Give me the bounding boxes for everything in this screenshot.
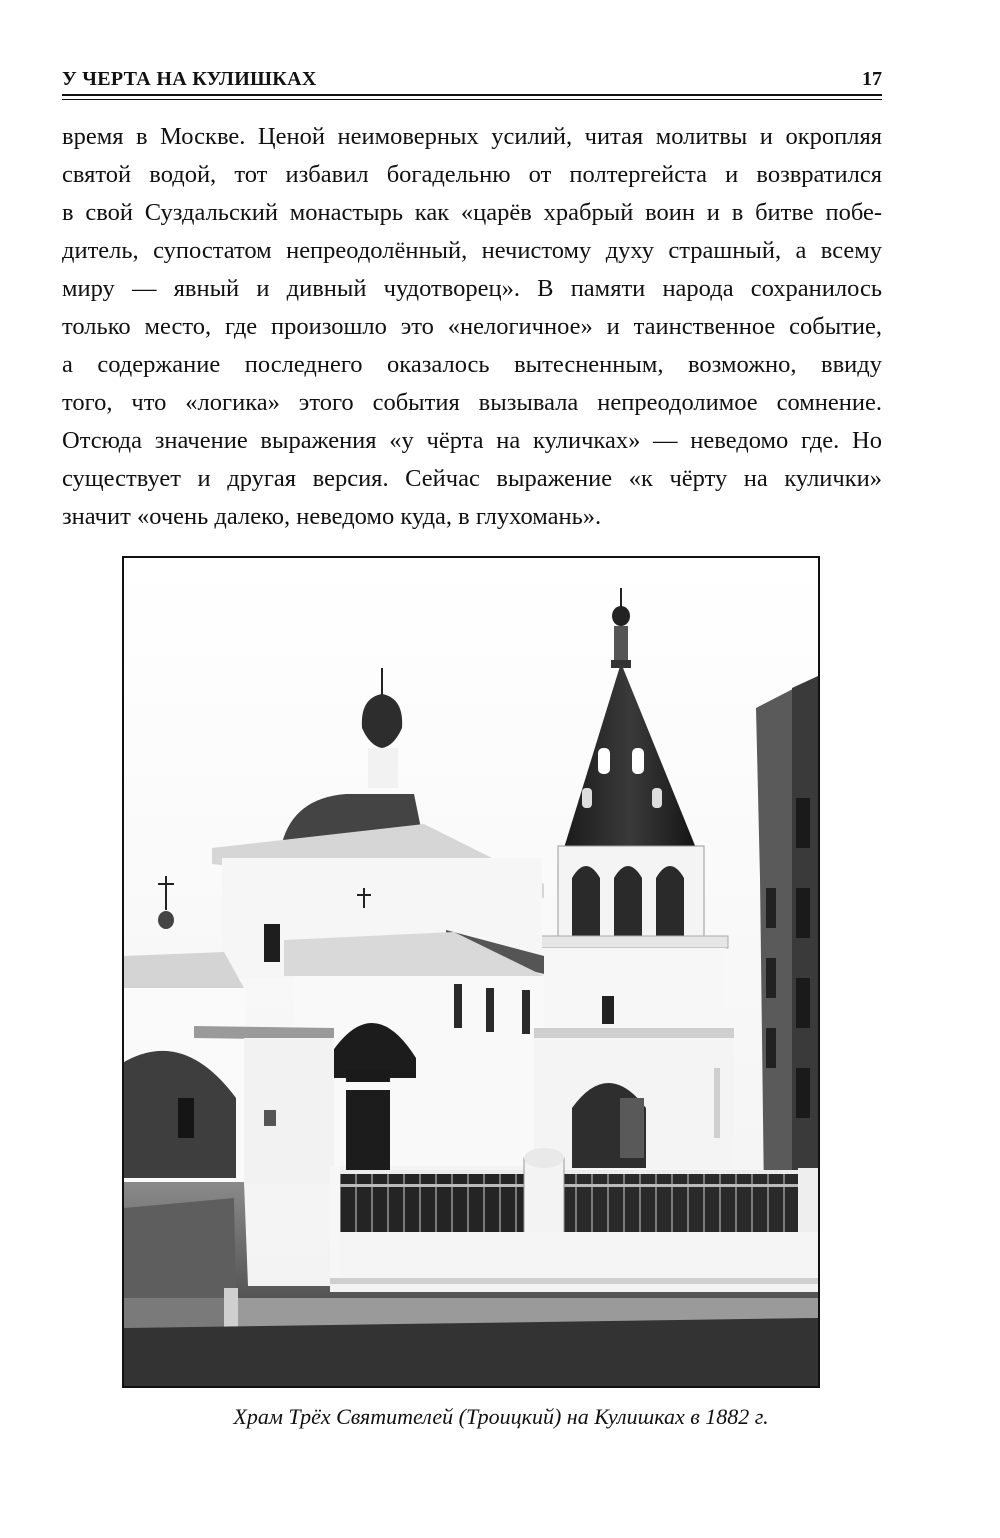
church-photograph: [122, 556, 820, 1388]
figure-caption: Храм Трёх Святителей (Троицкий) на Кулишках в 1882 г.: [233, 1404, 769, 1429]
page-number: 17: [862, 68, 882, 90]
header-rule-thin: [62, 99, 882, 100]
text-line: только место, где произошло это «нелогичное» и таинственное событие,: [62, 313, 882, 340]
church-illustration: [124, 558, 818, 1386]
body-text: [62, 118, 882, 536]
text-line: время в Москве. Ценой неимоверных усилий, читая молитвы и окропляя: [62, 123, 882, 150]
running-title: У ЧЕРТА НА КУЛИШКАХ: [62, 68, 317, 90]
header-rule: [62, 94, 882, 96]
text-line: того, что «логика» этого события вызывала непреодолимое сомнение.: [62, 389, 882, 416]
neighbor-building: [756, 676, 818, 1198]
text-line: в свой Суздальский монастырь как «царёв храбрый воин и в битве побе-: [62, 199, 882, 226]
text-line: Отсюда значение выражения «у чёрта на куличках» — неведомо где. Но: [62, 427, 882, 454]
text-line: миру — явный и дивный чудотворец». В памяти народа сохранилось: [62, 275, 882, 302]
text-line: существует и другая версия. Сейчас выражение «к чёрту на кулички»: [62, 465, 882, 492]
text-line: значит «очень далеко, неведомо куда, в глухомань».: [62, 503, 602, 530]
text-line: а содержание последнего оказалось вытесненным, возможно, ввиду: [62, 351, 882, 378]
text-line: святой водой, тот избавил богадельню от полтергейста и возвратился: [62, 161, 882, 188]
text-line: дитель, супостатом непреодолённый, нечистому духу страшный, а всему: [62, 237, 882, 264]
running-header: [62, 66, 882, 96]
